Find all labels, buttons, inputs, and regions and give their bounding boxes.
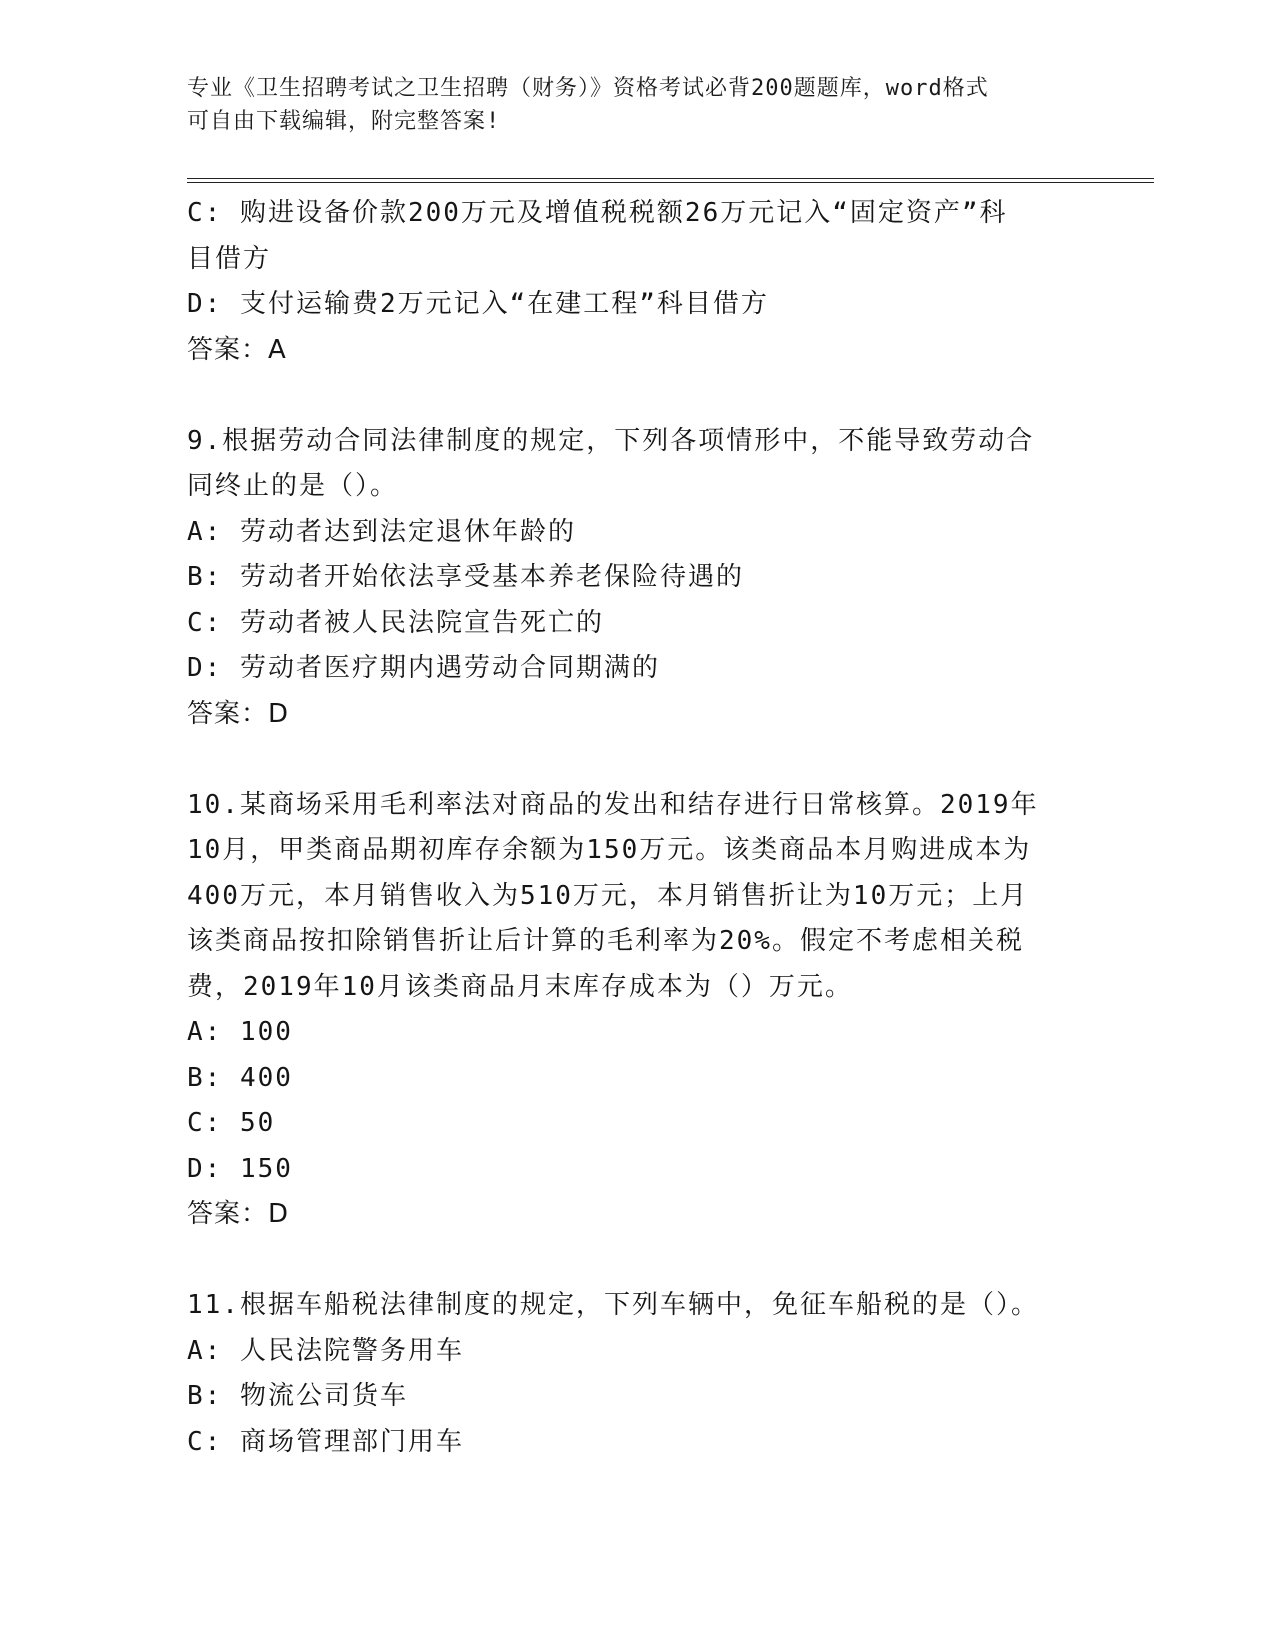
question-11-option-a: A: 人民法院警务用车 bbox=[187, 1335, 464, 1366]
spacer bbox=[187, 373, 1077, 419]
question-11-option-b: B: 物流公司货车 bbox=[187, 1381, 408, 1411]
question-10-option-b: B: 400 bbox=[187, 1062, 293, 1093]
header-title-line-2: 可自由下载编辑，附完整答案! bbox=[187, 109, 501, 134]
header-title-line-1: 专业《卫生招聘考试之卫生招聘（财务）》资格考试必背200题题库，word格式 bbox=[187, 76, 989, 101]
spacer bbox=[187, 737, 1077, 783]
question-10-answer: 答案：D bbox=[187, 1199, 290, 1229]
question-10-option-d: D: 150 bbox=[187, 1153, 293, 1184]
answer-prev: 答案：A bbox=[187, 334, 287, 365]
question-9-option-a: A: 劳动者达到法定退休年龄的 bbox=[187, 516, 576, 547]
question-11-stem-line-1: 11.根据车船税法律制度的规定，下列车辆中，免征车船税的是（）。 bbox=[187, 1290, 1039, 1320]
question-10-stem-line-4: 该类商品按扣除销售折让后计算的毛利率为20%。假定不考虑相关税 bbox=[187, 926, 1024, 956]
question-10-option-a: A: 100 bbox=[187, 1017, 293, 1047]
question-10-stem-line-1: 10.某商场采用毛利率法对商品的发出和结存进行日常核算。2019年 bbox=[187, 789, 1039, 820]
header-divider bbox=[187, 178, 1154, 183]
question-9-stem-line-2: 同终止的是（）。 bbox=[187, 471, 399, 501]
question-10-stem-line-2: 10月，甲类商品期初库存余额为150万元。该类商品本月购进成本为 bbox=[187, 835, 1032, 865]
question-10-stem-line-5: 费，2019年10月该类商品月末库存成本为（）万元。 bbox=[187, 971, 853, 1002]
document-header bbox=[187, 72, 1067, 138]
question-content bbox=[187, 191, 1077, 1465]
question-10-option-c: C: 50 bbox=[187, 1108, 276, 1138]
question-9-option-b: B: 劳动者开始依法享受基本养老保险待遇的 bbox=[187, 562, 744, 592]
option-d: D: 支付运输费2万元记入“在建工程”科目借方 bbox=[187, 289, 769, 319]
question-9-option-d: D: 劳动者医疗期内遇劳动合同期满的 bbox=[187, 653, 660, 683]
question-11-option-c: C: 商场管理部门用车 bbox=[187, 1426, 464, 1457]
spacer bbox=[187, 1238, 1077, 1284]
question-9-stem-line-1: 9.根据劳动合同法律制度的规定，下列各项情形中，不能导致劳动合 bbox=[187, 425, 1035, 456]
question-10-stem-line-3: 400万元，本月销售收入为510万元，本月销售折让为10万元；上月 bbox=[187, 880, 1029, 911]
option-c-line-2: 目借方 bbox=[187, 243, 272, 274]
option-c-line-1: C: 购进设备价款200万元及增值税税额26万元记入“固定资产”科 bbox=[187, 198, 1008, 228]
question-9-option-c: C: 劳动者被人民法院宣告死亡的 bbox=[187, 607, 604, 638]
question-9-answer: 答案：D bbox=[187, 698, 290, 729]
